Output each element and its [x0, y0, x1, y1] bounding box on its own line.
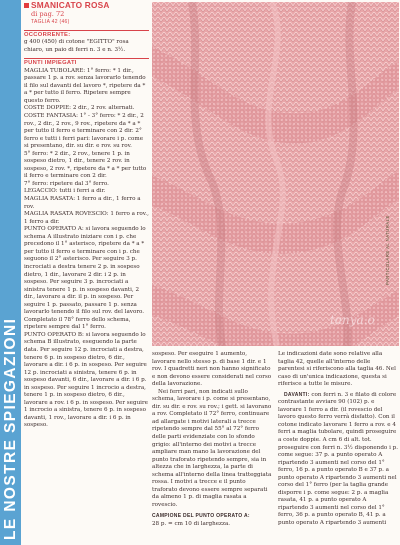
stitches-heading: PUNTI IMPIEGATI: [24, 60, 77, 67]
instruction-paragraph: Nei ferri pari, non indicati sullo schema, lavorare i p. come si presentano, dir. su dir. e rov. su rov.; i gett. si lavorano a rov. Completato il 72° ferro, continuare ad allargate i motivi laterali a trecce ripetendo sempre dal 55° al 72° ferro delle parti evidenziate con lo sfondo grigio: all'interno dei motivi a trecce ampliare man mano la lavorazione del punto traforato ripetendo sempre, sia in altezza che in larghezza, la parte di schema all'interno della linea tratteggiata rossa. I motivi a trecce e il punto traforato devono essere sempre separati da almeno 1 p. di maglia rasata a rovescio.: [152, 388, 272, 508]
front-heading: DAVANTI:: [284, 391, 310, 398]
gauge-text: 28 p. = cm 10 di larghezza.: [152, 521, 231, 528]
stitch-paragraph: MAGLIA TUBOLARE: 1° ferro: * 1 dir., passare 1 p. a rov. senza lavorarlo tenendo il filo sul davanti del lavoro *, ripetere da * a * per tutto il ferro. Ripetere sempre questo ferro.: [24, 67, 146, 104]
materials-text: g 400 (450) di cotone "EGITTO" rosa chiaro, un paio di ferri n. 3 e n. 3½.: [24, 39, 129, 53]
photo-caption: PARTICOLARE AL NATURALE: [385, 215, 390, 285]
stitch-paragraph: 5° ferro: * 2 dir., 2 rov., tenere 1 p. in sospeso dietro, 1 dir., tenere 2 rov. in sospeso, 2 rov. *, ripetere da * a * per tutto il ferro e terminare con 2 dir.: [24, 150, 147, 180]
instructions-column-right: [278, 351, 398, 528]
instruction-paragraph: sospeso. Per eseguire 1 aumento, lavorare nello stesso p. di base 1 dir. e 1 rov. I quadretti neri non hanno significato e non devono essere considerati nel corso della lavorazione.: [152, 351, 272, 388]
stitch-paragraph: PUNTO OPERATO B: si lavora seguendo lo schema B illustrato, eseguendo la parte data. Per seguire 12 p. incrociati a destra, tenere 6 p. in sospeso dietro, 6 dir., lavorare a dir. i 6 p. in sospeso. Per seguire 12 p. incrociati a sinistra, tenere 6 p. in sospeso davanti, 6 dir., lavorare a dir. i 6 p. in sospeso. Per seguire 1 incrocio a destra, tenere 1 p. in sospeso dietro, 6 dir., lavorare a rov. i 6 p. in sospeso. Per seguire 1 incrocio a sinistra, tenere 6 p. in sospeso davanti, 1 rov., lavorare a dir. i 6 p. in sospeso.: [24, 331, 148, 429]
page-reference: di pag. 72: [31, 9, 65, 18]
instructions-column-left: [24, 2, 149, 430]
title-row: [24, 2, 149, 10]
sidebar-title: LE NOSTRE SPIEGAZIONI: [2, 317, 19, 540]
gauge-heading: CAMPIONE DEL PUNTO OPERATO A:: [152, 513, 250, 520]
knitting-detail-photo: [152, 2, 399, 346]
stitches-section: [24, 58, 149, 430]
knit-texture: [152, 2, 399, 346]
stitch-paragraph: PUNTO OPERATO A: si lavora seguendo lo schema A illustrato iniziare con i p. che precedono il 1° asterisco, ripetere da * a * per tutto il ferro e terminare con i p. che seguono il 2° asterisco. Per seguire 3 p. incrociati a destra tenere 2 p. in sospeso dietro, 1 dir., lavorare 2 dir. i 2 p. in sospeso. Per seguire 3 p. incrociati a sinistra tenere 1 p. in sospeso davanti, 2 dir., lavorare a dir. il p. in sospeso. Per seguire 1 p. passato, passare 1 p. senza lavorarlo tenendo il filo sul rov. del lavoro. Completato il 78° ferro dello schema, ripetere sempre dal 1° ferro.: [24, 226, 146, 331]
stitch-paragraph: LEGACCIO: tutti i ferri a dir.: [24, 188, 106, 195]
instructions-column-middle: [152, 351, 272, 529]
front-paragraph: [278, 392, 398, 528]
intro-paragraph: Le indicazioni date sono relative alla taglia 42, quelle all'interno delle parentesi si riferiscono alla taglia 46. Nel caso di un'unica indicazione, questa si riferisce a tutte le misure.: [278, 351, 396, 388]
size-label: TAGLIA 42 (46): [31, 18, 70, 25]
watermark: tanya.o: [330, 313, 375, 327]
red-square-icon: [24, 3, 29, 8]
stitch-paragraph: 7° ferro: ripetere dal 3° ferro.: [24, 180, 109, 187]
stitch-paragraph: COSTE FANTASIA: 1° - 3° ferro: * 2 dir., 2 rov., 2 dir., 2 rov., 9 rov., ripetere da * a * per tutto il ferro e terminare con 2 dir. 2° ferro e tutti i ferri pari: lavorare i p. come si presentano, dir. su dir. e rov. su rov.: [24, 113, 144, 150]
page-title: SMANICATO ROSA: [31, 0, 110, 10]
materials-heading: OCCORRENTE:: [24, 31, 71, 38]
stitch-paragraph: COSTE DOPPIE: 2 dir., 2 rov. alternati.: [24, 105, 135, 112]
materials-section: [24, 30, 149, 55]
sidebar-band: [0, 0, 21, 545]
stitch-paragraph: MAGLIA RASATA: 1 ferro a dir., 1 ferro a rov.: [24, 196, 141, 210]
stitch-paragraph: MAGLIA RASATA ROVESCIO: 1 ferro a rov., 1 ferro a dir.: [24, 211, 149, 225]
front-text: con ferri n. 3 e filato di colore contrastante avviare 90 (102) p. e lavorare 1 ferro a dir. (il rovescio del lavoro questo ferro verrà disfatto). Con il cotone indicato lavorare 1 ferro a rov. e 4 ferri a maglia tubolare, quindi proseguire a coste doppie. A cm 6 di alt. tot. proseguire con ferri n. 3½ disponendo i p. come segue: 37 p. a punto operato A ripartendo 3 aumenti nel corso del 1° ferro, 16 p. a punto operato B e 37 p. a punto operato A ripartendo 3 aumenti nel corso del 1° ferro (per la taglia grande disporre i p. come segue: 2 p. a maglia rasata, 41 p. a punto operato A ripartendo 3 aumenti nel corso del 1° ferro, 36 p. a punto operato B, 41 p. a punto operato A ripartendo 3 aumenti: [278, 391, 398, 527]
